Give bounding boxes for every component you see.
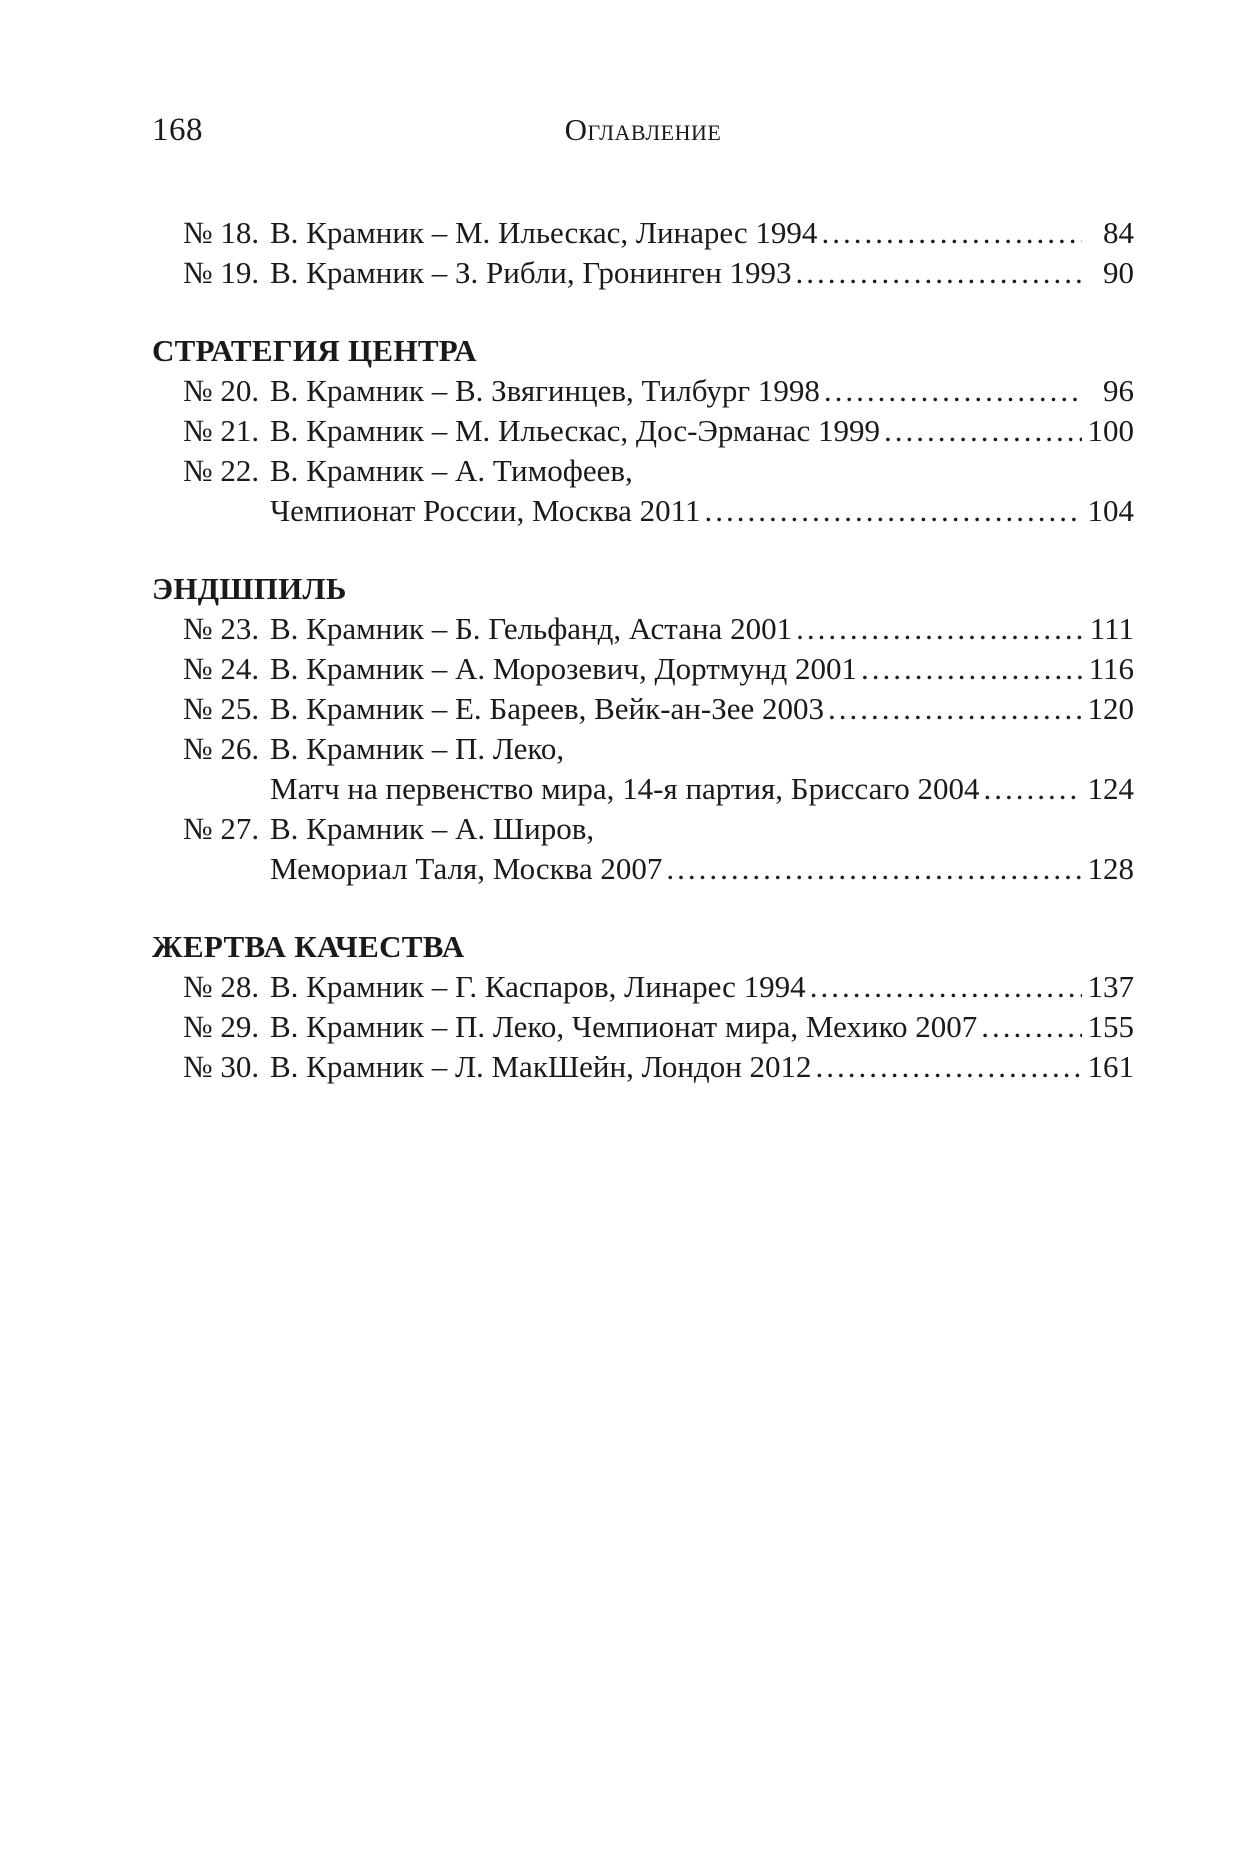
toc-entry[interactable] xyxy=(152,411,1134,451)
entry-title: В. Крамник – П. Леко, Чемпионат мира, Мехико 2007 xyxy=(270,1009,978,1044)
entry-title: В. Крамник – Г. Каспаров, Линарес 1994 xyxy=(270,969,806,1004)
entry-title-continuation: Чемпионат России, Москва 2011 xyxy=(270,493,701,528)
page-number: 168 xyxy=(152,112,203,148)
entry-page-number: 100 xyxy=(1087,413,1134,448)
entry-number: № 28. xyxy=(183,969,260,1004)
entry-number: № 26. xyxy=(183,731,260,766)
toc-entry[interactable] xyxy=(152,729,1134,809)
entry-page-number: 116 xyxy=(1088,651,1134,686)
section-heading: ЭНДШПИЛЬ xyxy=(152,571,347,606)
toc-entry[interactable] xyxy=(152,609,1134,649)
entry-page-number: 104 xyxy=(1087,493,1134,528)
entry-title: В. Крамник – А. Морозевич, Дортмунд 2001 xyxy=(270,651,857,686)
dot-leader xyxy=(816,1047,1082,1087)
dot-leader xyxy=(796,253,1082,293)
entry-number: № 19. xyxy=(183,255,260,290)
entry-page-number: 137 xyxy=(1087,969,1134,1004)
entry-title: В. Крамник – Л. МакШейн, Лондон 2012 xyxy=(270,1049,812,1084)
section-heading: СТРАТЕГИЯ ЦЕНТРА xyxy=(152,333,477,368)
entry-page-number: 120 xyxy=(1087,691,1134,726)
entry-number: № 24. xyxy=(183,651,260,686)
entry-title-continuation: Мемориал Таля, Москва 2007 xyxy=(270,851,663,886)
section-heading: ЖЕРТВА КАЧЕСТВА xyxy=(152,929,465,964)
entry-page-number: 111 xyxy=(1089,611,1134,646)
entry-page-number: 84 xyxy=(1103,215,1134,250)
entry-number: № 27. xyxy=(183,811,260,846)
entry-number: № 29. xyxy=(183,1009,260,1044)
entry-title: В. Крамник – М. Ильескас, Дос-Эрманас 1999 xyxy=(270,413,880,448)
entry-page-number: 155 xyxy=(1087,1009,1134,1044)
entry-title: В. Крамник – Е. Бареев, Вейк-ан-Зее 2003 xyxy=(270,691,825,726)
dot-leader xyxy=(861,649,1082,689)
toc-entry[interactable] xyxy=(152,809,1134,889)
toc-entry[interactable] xyxy=(152,213,1134,253)
toc-entry[interactable] xyxy=(152,649,1134,689)
toc-section-exchange-sacrifice xyxy=(152,927,1134,1087)
dot-leader xyxy=(796,609,1082,649)
dot-leader xyxy=(981,1007,1082,1047)
entry-title: В. Крамник – М. Ильескас, Линарес 1994 xyxy=(270,215,818,250)
toc-entry[interactable] xyxy=(152,1047,1134,1087)
entry-page-number: 124 xyxy=(1087,771,1134,806)
page-header xyxy=(152,112,1134,162)
toc-section-continued xyxy=(152,213,1134,293)
toc-entry[interactable] xyxy=(152,253,1134,293)
entry-title: В. Крамник – П. Леко, xyxy=(270,731,565,766)
entry-page-number: 128 xyxy=(1087,851,1134,886)
dot-leader xyxy=(810,967,1082,1007)
entry-title: В. Крамник – А. Широв, xyxy=(270,811,595,846)
toc-entry[interactable] xyxy=(152,451,1134,531)
toc-section-endgame xyxy=(152,569,1134,889)
entry-number: № 30. xyxy=(183,1049,260,1084)
entry-page-number: 90 xyxy=(1103,255,1134,290)
entry-title-continuation: Матч на первенство мира, 14-я партия, Бриссаго 2004 xyxy=(270,771,980,806)
entry-number: № 22. xyxy=(183,453,260,488)
entry-number: № 20. xyxy=(183,373,260,408)
entry-title: В. Крамник – В. Звягинцев, Тилбург 1998 xyxy=(270,373,820,408)
dot-leader xyxy=(984,769,1082,809)
entry-title: В. Крамник – А. Тимофеев, xyxy=(270,453,633,488)
entry-number: № 21. xyxy=(183,413,260,448)
dot-leader xyxy=(704,491,1082,531)
toc-entry[interactable] xyxy=(152,689,1134,729)
running-title: Оглавление xyxy=(564,112,722,147)
entry-number: № 18. xyxy=(183,215,260,250)
dot-leader xyxy=(666,849,1082,889)
entry-page-number: 161 xyxy=(1087,1049,1134,1084)
entry-number: № 25. xyxy=(183,691,260,726)
entry-title: В. Крамник – З. Рибли, Гронинген 1993 xyxy=(270,255,792,290)
dot-leader xyxy=(824,371,1082,411)
entry-page-number: 96 xyxy=(1103,373,1134,408)
toc-entry[interactable] xyxy=(152,1007,1134,1047)
dot-leader xyxy=(884,411,1082,451)
entry-title: В. Крамник – Б. Гельфанд, Астана 2001 xyxy=(270,611,793,646)
toc-entry[interactable] xyxy=(152,967,1134,1007)
dot-leader xyxy=(828,689,1082,729)
toc-section-center-strategy xyxy=(152,331,1134,531)
table-of-contents xyxy=(152,213,1134,1125)
toc-entry[interactable] xyxy=(152,371,1134,411)
dot-leader xyxy=(821,213,1082,253)
entry-number: № 23. xyxy=(183,611,260,646)
